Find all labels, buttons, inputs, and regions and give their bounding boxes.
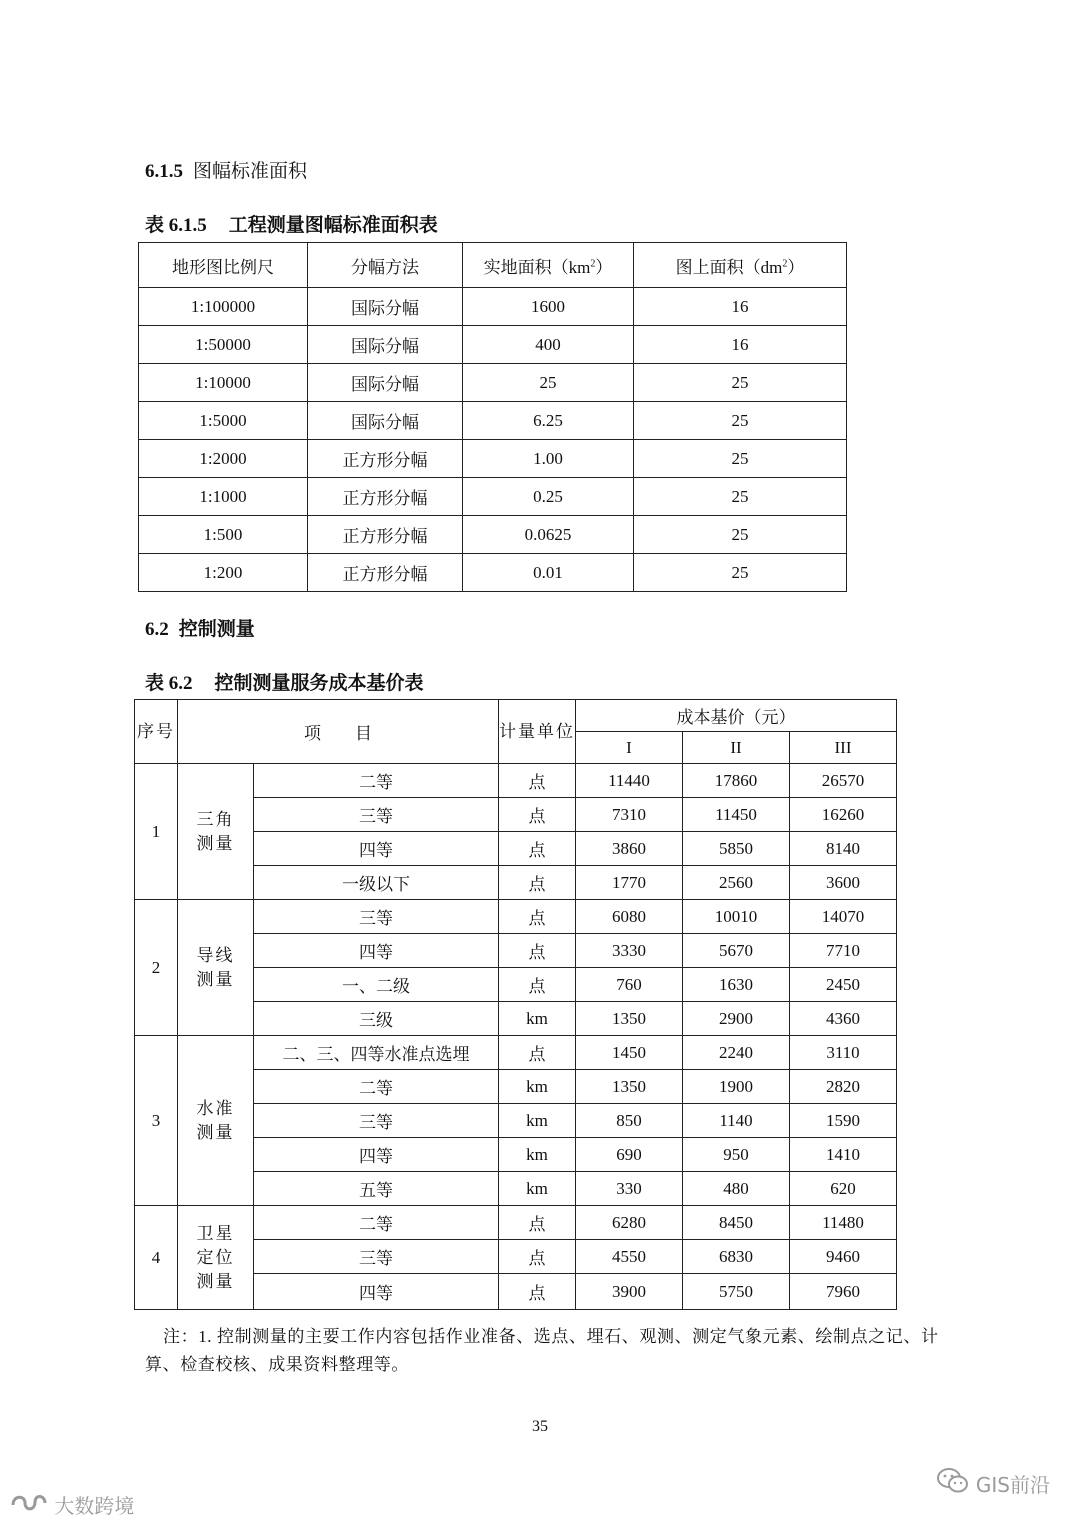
scale-cell: 1:1000 — [139, 478, 308, 516]
table-row — [139, 440, 847, 478]
price-class-3-cell: 11480 — [790, 1206, 897, 1240]
method-cell: 国际分幅 — [308, 288, 463, 326]
unit-cell: 点 — [499, 1274, 576, 1310]
price-class-2-cell: 5750 — [683, 1274, 790, 1310]
section-number: 6.2 — [145, 619, 169, 640]
item-cell: 二等 — [254, 1206, 499, 1240]
price-class-3-cell: 620 — [790, 1172, 897, 1206]
map-sheet-area-table — [138, 242, 847, 592]
header-class-1: I — [576, 732, 683, 764]
unit-cell: 点 — [499, 1206, 576, 1240]
scale-cell: 1:100000 — [139, 288, 308, 326]
map-area-cell: 25 — [634, 440, 847, 478]
seq-cell: 2 — [135, 900, 178, 1036]
price-class-3-cell: 1590 — [790, 1104, 897, 1138]
price-class-3-cell: 8140 — [790, 832, 897, 866]
price-class-2-cell: 1630 — [683, 968, 790, 1002]
price-class-2-cell: 5670 — [683, 934, 790, 968]
price-class-3-cell: 7710 — [790, 934, 897, 968]
unit-cell: 点 — [499, 900, 576, 934]
price-class-3-cell: 4360 — [790, 1002, 897, 1036]
price-class-2-cell: 5850 — [683, 832, 790, 866]
page-number: 35 — [532, 1418, 548, 1435]
unit-cell: 点 — [499, 934, 576, 968]
price-class-1-cell: 6080 — [576, 900, 683, 934]
table-6-1-5-caption — [145, 214, 438, 238]
wechat-icon — [936, 1467, 970, 1500]
table-row — [135, 900, 897, 934]
scale-cell: 1:200 — [139, 554, 308, 592]
scale-cell: 1:10000 — [139, 364, 308, 402]
price-class-2-cell: 2900 — [683, 1002, 790, 1036]
item-cell: 三等 — [254, 900, 499, 934]
price-class-3-cell: 26570 — [790, 764, 897, 798]
price-class-3-cell: 2450 — [790, 968, 897, 1002]
caption-number: 表 6.1.5 — [145, 215, 207, 236]
caption-title: 控制测量服务成本基价表 — [214, 673, 424, 694]
caption-number: 表 6.2 — [145, 673, 193, 694]
header-unit: 计量单位 — [499, 700, 576, 764]
price-class-2-cell: 11450 — [683, 798, 790, 832]
price-class-2-cell: 950 — [683, 1138, 790, 1172]
price-class-3-cell: 2820 — [790, 1070, 897, 1104]
header-scale: 地形图比例尺 — [139, 243, 308, 288]
item-cell: 三级 — [254, 1002, 499, 1036]
ground-area-cell: 25 — [463, 364, 634, 402]
method-cell: 正方形分幅 — [308, 554, 463, 592]
table-header-row — [135, 700, 897, 732]
control-survey-cost-table — [134, 699, 897, 1310]
method-cell: 国际分幅 — [308, 402, 463, 440]
item-cell: 二、三、四等水准点选埋 — [254, 1036, 499, 1070]
price-class-1-cell: 3900 — [576, 1274, 683, 1310]
unit-cell: 点 — [499, 968, 576, 1002]
unit-cell: km — [499, 1172, 576, 1206]
price-class-1-cell: 3860 — [576, 832, 683, 866]
section-number: 6.1.5 — [145, 161, 183, 182]
scale-cell: 1:5000 — [139, 402, 308, 440]
table-row — [139, 326, 847, 364]
header-class-3: III — [790, 732, 897, 764]
price-class-1-cell: 330 — [576, 1172, 683, 1206]
table-note: 注：1. 控制测量的主要工作内容包括作业准备、选点、埋石、观测、测定气象元素、绘制点之记、计算、检查校核、成果资料整理等。 — [145, 1327, 939, 1374]
section-title: 图幅标准面积 — [193, 161, 308, 182]
table-row — [135, 764, 897, 798]
header-seq: 序号 — [135, 700, 178, 764]
price-class-2-cell: 1900 — [683, 1070, 790, 1104]
price-class-1-cell: 1350 — [576, 1070, 683, 1104]
price-class-1-cell: 3330 — [576, 934, 683, 968]
price-class-2-cell: 10010 — [683, 900, 790, 934]
unit-cell: 点 — [499, 1036, 576, 1070]
price-class-3-cell: 7960 — [790, 1274, 897, 1310]
watermark-right-text: GIS前沿 — [975, 1473, 1050, 1497]
category-cell: 水准测量 — [178, 1036, 254, 1206]
watermark-right — [936, 1467, 1050, 1500]
header-map-area: 图上面积$(dm^2)$ — [634, 243, 847, 288]
item-cell: 一、二级 — [254, 968, 499, 1002]
item-cell: 一级以下 — [254, 866, 499, 900]
price-class-1-cell: 850 — [576, 1104, 683, 1138]
map-area-cell: 25 — [634, 402, 847, 440]
category-cell: 导线测量 — [178, 900, 254, 1036]
header-ground-area: 实地面积$(km^2)$ — [463, 243, 634, 288]
price-class-1-cell: 1450 — [576, 1036, 683, 1070]
table-row — [139, 402, 847, 440]
price-class-1-cell: 1350 — [576, 1002, 683, 1036]
table-row — [139, 478, 847, 516]
ground-area-cell: 0.0625 — [463, 516, 634, 554]
scale-cell: 1:500 — [139, 516, 308, 554]
category-cell: 三角测量 — [178, 764, 254, 900]
item-cell: 二等 — [254, 1070, 499, 1104]
ground-area-cell: 6.25 — [463, 402, 634, 440]
map-area-cell: 16 — [634, 326, 847, 364]
price-class-1-cell: 4550 — [576, 1240, 683, 1274]
price-class-3-cell: 9460 — [790, 1240, 897, 1274]
seq-cell: 3 — [135, 1036, 178, 1206]
seq-cell: 4 — [135, 1206, 178, 1310]
method-cell: 正方形分幅 — [308, 478, 463, 516]
map-area-cell: 16 — [634, 288, 847, 326]
map-area-cell: 25 — [634, 364, 847, 402]
map-area-cell: 25 — [634, 478, 847, 516]
item-cell: 三等 — [254, 798, 499, 832]
brand-logo-icon — [10, 1491, 48, 1518]
table-row — [139, 288, 847, 326]
price-class-2-cell: 2560 — [683, 866, 790, 900]
item-cell: 四等 — [254, 832, 499, 866]
method-cell: 正方形分幅 — [308, 516, 463, 554]
category-cell: 卫星定位测量 — [178, 1206, 254, 1310]
unit-cell: km — [499, 1002, 576, 1036]
item-cell: 二等 — [254, 764, 499, 798]
price-class-2-cell: 1140 — [683, 1104, 790, 1138]
unit-cell: km — [499, 1104, 576, 1138]
item-cell: 三等 — [254, 1240, 499, 1274]
table-header-row — [139, 243, 847, 288]
table-row — [135, 1206, 897, 1240]
ground-area-cell: 0.01 — [463, 554, 634, 592]
price-class-1-cell: 760 — [576, 968, 683, 1002]
section-6-1-5-heading — [145, 160, 307, 184]
header-item: 项 目 — [178, 700, 499, 764]
price-class-1-cell: 7310 — [576, 798, 683, 832]
unit-cell: km — [499, 1138, 576, 1172]
price-class-2-cell: 6830 — [683, 1240, 790, 1274]
price-class-3-cell: 14070 — [790, 900, 897, 934]
header-method: 分幅方法 — [308, 243, 463, 288]
ground-area-cell: 1600 — [463, 288, 634, 326]
unit-cell: 点 — [499, 832, 576, 866]
ground-area-cell: 0.25 — [463, 478, 634, 516]
caption-title: 工程测量图幅标准面积表 — [228, 215, 438, 236]
scale-cell: 1:2000 — [139, 440, 308, 478]
price-class-2-cell: 8450 — [683, 1206, 790, 1240]
ground-area-cell: 1.00 — [463, 440, 634, 478]
price-class-1-cell: 11440 — [576, 764, 683, 798]
map-area-cell: 25 — [634, 554, 847, 592]
header-base-price: 成本基价（元） — [576, 700, 897, 732]
item-cell: 四等 — [254, 934, 499, 968]
price-class-1-cell: 6280 — [576, 1206, 683, 1240]
price-class-2-cell: 2240 — [683, 1036, 790, 1070]
seq-cell: 1 — [135, 764, 178, 900]
section-6-2-heading — [145, 618, 255, 642]
table-row — [139, 554, 847, 592]
method-cell: 正方形分幅 — [308, 440, 463, 478]
table-row — [135, 1036, 897, 1070]
price-class-3-cell: 1410 — [790, 1138, 897, 1172]
price-class-2-cell: 17860 — [683, 764, 790, 798]
ground-area-cell: 400 — [463, 326, 634, 364]
price-class-1-cell: 1770 — [576, 866, 683, 900]
watermark-left — [10, 1490, 134, 1519]
header-class-2: II — [683, 732, 790, 764]
price-class-1-cell: 690 — [576, 1138, 683, 1172]
price-class-3-cell: 3600 — [790, 866, 897, 900]
item-cell: 四等 — [254, 1274, 499, 1310]
table-row — [139, 516, 847, 554]
item-cell: 四等 — [254, 1138, 499, 1172]
item-cell: 五等 — [254, 1172, 499, 1206]
scale-cell: 1:50000 — [139, 326, 308, 364]
method-cell: 国际分幅 — [308, 326, 463, 364]
item-cell: 三等 — [254, 1104, 499, 1138]
unit-cell: km — [499, 1070, 576, 1104]
section-title: 控制测量 — [178, 619, 255, 640]
price-class-3-cell: 3110 — [790, 1036, 897, 1070]
unit-cell: 点 — [499, 798, 576, 832]
watermark-left-text: 大数跨境 — [54, 1494, 135, 1518]
table-row — [139, 364, 847, 402]
method-cell: 国际分幅 — [308, 364, 463, 402]
price-class-2-cell: 480 — [683, 1172, 790, 1206]
map-area-cell: 25 — [634, 516, 847, 554]
unit-cell: 点 — [499, 866, 576, 900]
table-6-2-caption — [145, 672, 424, 696]
unit-cell: 点 — [499, 1240, 576, 1274]
unit-cell: 点 — [499, 764, 576, 798]
price-class-3-cell: 16260 — [790, 798, 897, 832]
